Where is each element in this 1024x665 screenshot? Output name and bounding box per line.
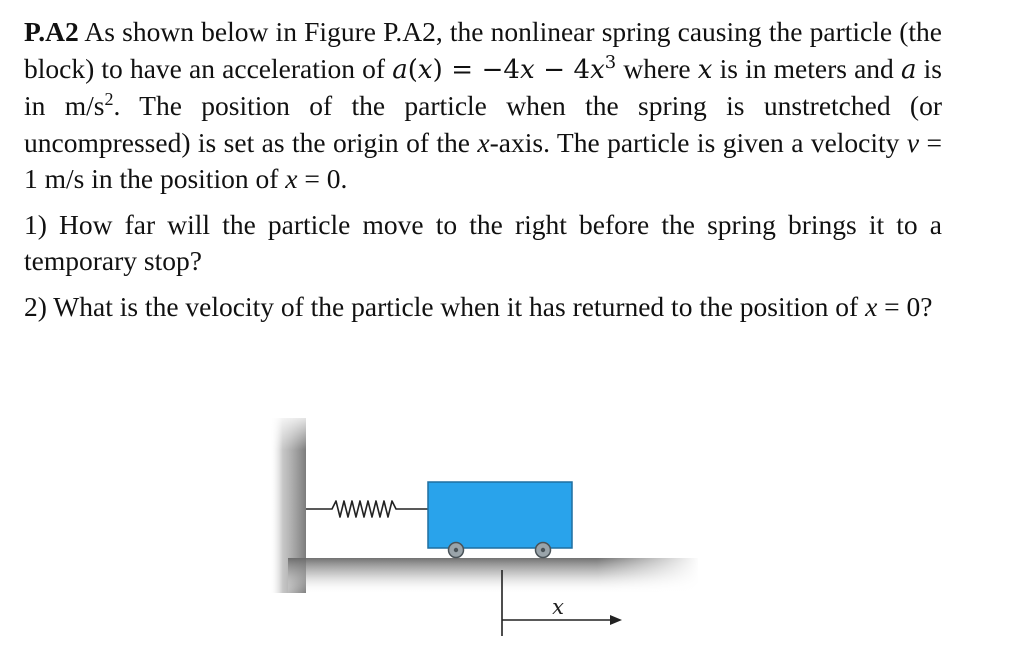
- question-2: [24, 289, 942, 326]
- problem-statement: [24, 14, 942, 198]
- statement-text: where: [616, 52, 698, 84]
- math-paren: ): [432, 54, 443, 85]
- statement-text: is in m/s: [24, 52, 943, 121]
- math-x: x: [697, 54, 713, 85]
- math-paren: (: [407, 54, 418, 85]
- problem-id: P.A2: [24, 16, 79, 47]
- math-x: x: [590, 54, 605, 85]
- statement-text: -axis. The particle is given a velocity: [489, 126, 907, 158]
- spring-block-diagram: [270, 400, 710, 660]
- statement-text: . The position of the particle when the spring is unstretched (or uncompressed) is set as the origin of the: [24, 90, 942, 158]
- math-equals: = −: [442, 54, 504, 85]
- question-1: 1) How far will the particle move to the right before the spring brings it to a temporary stop?: [24, 208, 942, 276]
- math-a: a: [392, 54, 408, 85]
- var-x: x: [285, 163, 298, 194]
- var-x: x: [477, 126, 490, 158]
- figure-pa2: [270, 400, 710, 660]
- x-axis-arrowhead: [610, 615, 622, 625]
- unit-exponent: 2: [104, 88, 114, 109]
- x-axis-label: x: [552, 595, 564, 619]
- statement-text: is in meters and: [712, 52, 901, 84]
- question-text: 2) What is the velocity of the particle when it has returned to the position of: [24, 290, 866, 322]
- spring: [306, 501, 428, 517]
- math-x: x: [519, 54, 535, 85]
- block: [428, 482, 572, 548]
- left-wheel: [449, 543, 464, 558]
- math-coef: 4: [503, 54, 520, 85]
- math-minus: −: [534, 54, 574, 85]
- problem-text: [24, 14, 942, 325]
- statement-text: As shown below in Figure P.A2, the nonlinear spring causing the particle (the block) to have an acceleration of: [24, 16, 942, 84]
- math-a: a: [900, 54, 917, 85]
- math-x: x: [417, 54, 433, 85]
- statement-text: = 1 m/s in the position of: [24, 126, 942, 194]
- var-v: v: [906, 126, 920, 158]
- var-x: x: [865, 290, 878, 322]
- math-coef: 4: [573, 54, 591, 85]
- math-exponent: 3: [604, 51, 617, 73]
- right-wheel: [536, 543, 551, 558]
- statement-text: = 0.: [297, 163, 348, 194]
- question-text: = 0?: [877, 290, 933, 322]
